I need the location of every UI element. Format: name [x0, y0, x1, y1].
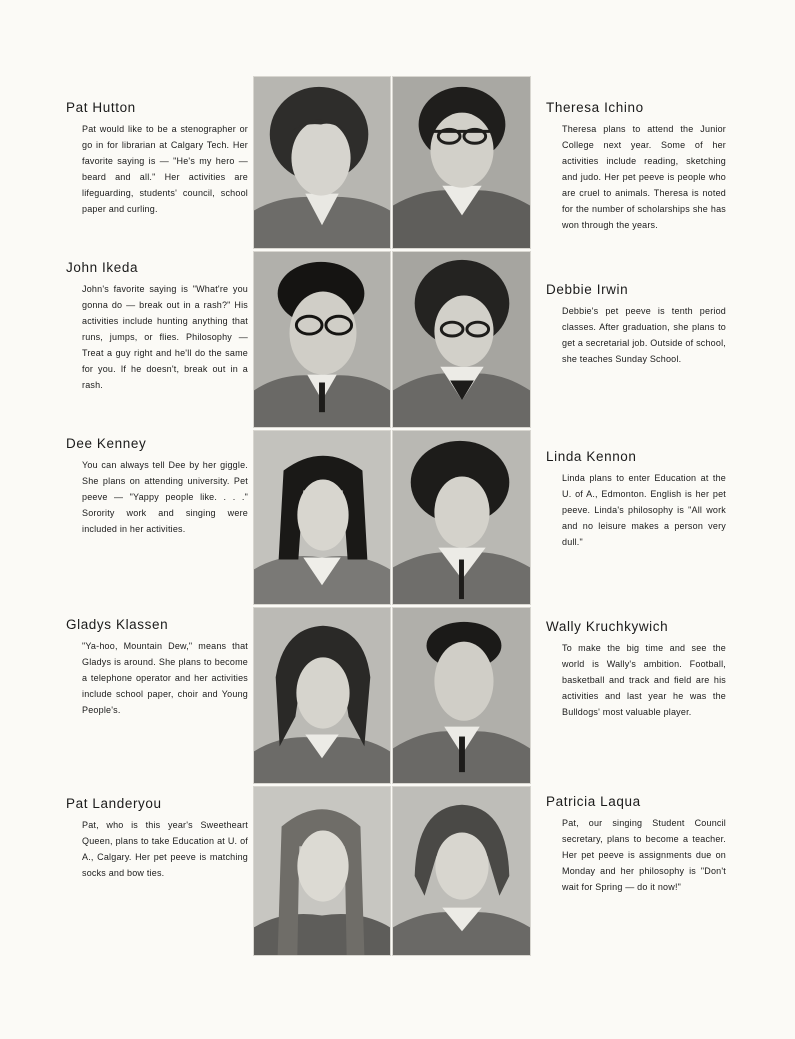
student-name: Debbie Irwin [546, 282, 629, 297]
student-bio: To make the big time and see the world is Wally's ambition. Football, basketball and track and field are his activities and last year he was the Bulldogs' most valuable player. [562, 643, 726, 717]
portrait-photo [253, 251, 391, 428]
student-name: Pat Landeryou [66, 796, 162, 811]
student-bio: Theresa plans to attend the Junior College next year. Some of her activities include reading, sketching and judo. Her pet peeve is people who are cruel to animals. Theresa is noted for the number of scholarships she has won through the years. [562, 124, 726, 230]
portrait-photo [392, 76, 531, 249]
student-name: Gladys Klassen [66, 617, 169, 632]
portrait-photo [253, 607, 391, 784]
student-entry [546, 282, 726, 367]
portrait-grid [253, 76, 531, 956]
student-name: Wally Kruchkywich [546, 619, 669, 634]
student-bio: You can always tell Dee by her giggle. She plans on attending university. Pet peeve — "Yappy people like. . . ." Sorority work and singing were included in her activities. [82, 460, 248, 534]
student-bio: "Ya-hoo, Mountain Dew," means that Gladys is around. She plans to become a telephone operator and her activities include school paper, choir and Young People's. [82, 641, 248, 715]
student-name: John Ikeda [66, 260, 139, 275]
student-name: Linda Kennon [546, 449, 637, 464]
student-bio: Pat would like to be a stenographer or go in for librarian at Calgary Tech. Her favorite saying is — "He's my hero — beard and all." Her activities are lifeguarding, students' council, school paper and curling. [82, 124, 248, 214]
student-entry [66, 260, 248, 393]
student-entry [66, 100, 248, 217]
student-name: Dee Kenney [66, 436, 147, 451]
student-entry [66, 436, 248, 537]
student-bio: Linda plans to enter Education at the U. of A., Edmonton. English is her pet peeve. Linda's philosophy is "All work and no leisure makes a person very dull." [562, 473, 726, 547]
student-bio: Debbie's pet peeve is tenth period classes. After graduation, she plans to get a secretarial job. Outside of school, she teaches Sunday School. [562, 306, 726, 364]
student-entry [546, 449, 726, 550]
student-entry [546, 794, 726, 895]
student-entry [66, 617, 248, 718]
student-entry [546, 619, 726, 720]
student-name: Theresa Ichino [546, 100, 644, 115]
student-entry [66, 796, 248, 881]
student-name: Patricia Laqua [546, 794, 641, 809]
student-name: Pat Hutton [66, 100, 136, 115]
portrait-photo [253, 786, 391, 956]
portrait-photo [253, 76, 391, 249]
portrait-photo [392, 251, 531, 428]
portrait-photo [253, 430, 391, 605]
portrait-photo [392, 607, 531, 784]
portrait-photo [392, 786, 531, 956]
student-bio: John's favorite saying is "What're you gonna do — break out in a rash?" His activities include hunting anything that runs, jumps, or flies. Philosophy — Treat a guy right and he'll do the same for you. If he doesn't, break out in a rash. [82, 284, 248, 390]
student-bio: Pat, our singing Student Council secretary, plans to become a teacher. Her pet peeve is assignments due on Monday and her philosophy is "Don't wait for Spring — do it now!" [562, 818, 726, 892]
portrait-photo [392, 430, 531, 605]
student-bio: Pat, who is this year's Sweetheart Queen, plans to take Education at U. of A., Calgary. Her pet peeve is matching socks and bow ties. [82, 820, 248, 878]
student-entry [546, 100, 726, 233]
